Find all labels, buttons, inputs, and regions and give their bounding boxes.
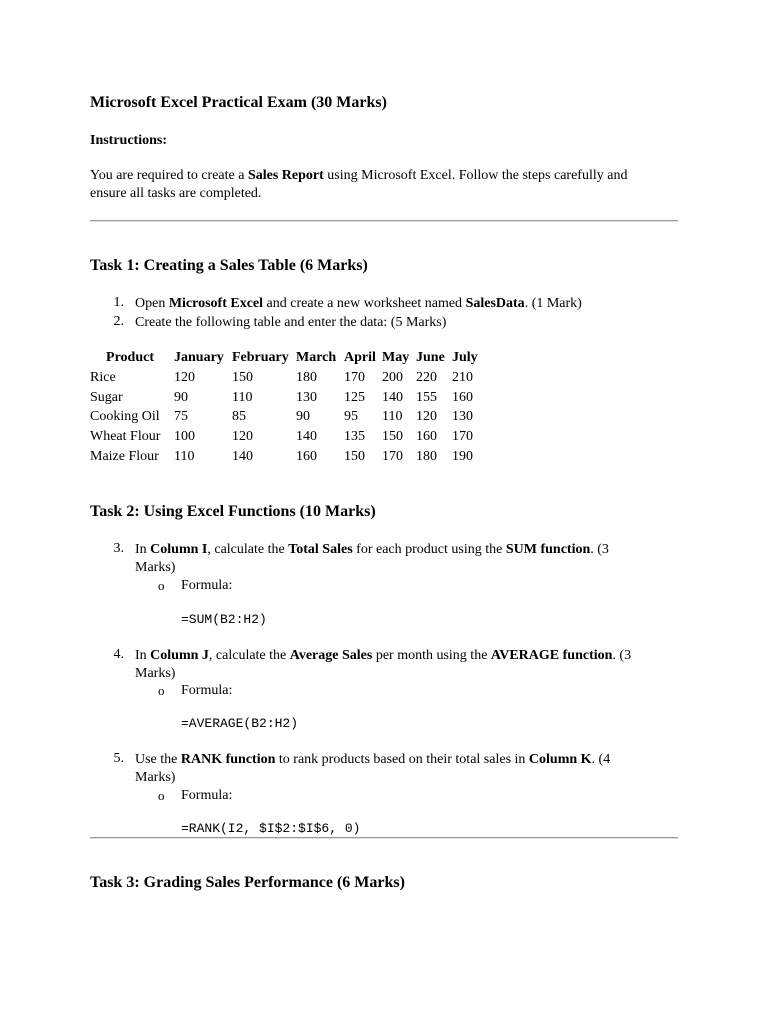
divider	[90, 220, 678, 222]
table-row	[88, 408, 488, 428]
cell: 100	[174, 429, 195, 445]
item-bold: SUM function	[505, 542, 591, 557]
cell: 90	[296, 409, 310, 425]
cell: 170	[382, 449, 403, 465]
task3-heading: Task 3: Grading Sales Performance (6 Marks)	[90, 874, 405, 891]
item-bold: Average Sales	[289, 648, 373, 663]
item-text: Use the	[135, 752, 181, 767]
col-header: April	[344, 350, 376, 365]
col-header: Product	[106, 350, 154, 365]
col-header: May	[382, 350, 410, 365]
cell: 170	[452, 429, 473, 445]
bullet-marker: o	[158, 788, 165, 803]
task2-heading: Task 2: Using Excel Functions (10 Marks)	[90, 503, 376, 520]
item-text: In	[135, 542, 151, 557]
cell: 150	[232, 369, 253, 385]
item-text: , calculate the	[207, 542, 289, 557]
formula-label: Formula:	[181, 578, 233, 593]
cell: 130	[452, 409, 473, 425]
cell: 85	[232, 409, 246, 425]
item-text: for each product using the	[352, 542, 506, 557]
list-number: 3.	[113, 541, 124, 556]
cell: 155	[416, 389, 437, 405]
cell: 170	[344, 369, 365, 385]
formula-label: Formula:	[181, 683, 233, 698]
formula-code: =SUM(B2:H2)	[181, 612, 267, 627]
item-bold: RANK function	[180, 752, 276, 767]
table-header-row	[88, 348, 488, 368]
col-header: March	[296, 350, 337, 365]
cell: 220	[416, 369, 437, 385]
cell: 120	[232, 429, 253, 445]
cell: 135	[344, 429, 365, 445]
task1-heading: Task 1: Creating a Sales Table (6 Marks)	[90, 257, 368, 274]
cell: Rice	[90, 369, 116, 385]
cell: Cooking Oil	[90, 409, 160, 425]
cell: 120	[416, 409, 437, 425]
cell: 160	[296, 449, 317, 465]
list-number: 4.	[113, 647, 124, 662]
list-item	[135, 751, 610, 787]
item-text: . (3	[590, 542, 609, 557]
divider	[90, 837, 678, 839]
item-text: and create a new worksheet named	[263, 296, 466, 311]
table-row	[88, 388, 488, 408]
list-number: 1.	[113, 295, 124, 310]
item-text: Marks)	[135, 666, 176, 681]
item-bold: AVERAGE function	[490, 648, 613, 663]
page-title: Microsoft Excel Practical Exam (30 Marks)	[90, 94, 387, 111]
item-text: to rank products based on their total sales in	[275, 752, 529, 767]
cell: 75	[174, 409, 188, 425]
item-bold: Column I	[150, 542, 208, 557]
formula-label: Formula:	[181, 788, 233, 803]
cell: 150	[344, 449, 365, 465]
item-bold: Column J	[150, 648, 209, 663]
cell: 190	[452, 449, 473, 465]
list-number: 5.	[113, 751, 124, 766]
intro-text: ensure all tasks are completed.	[90, 186, 262, 201]
table-row	[88, 368, 488, 388]
cell: 180	[416, 449, 437, 465]
cell: Sugar	[90, 389, 123, 405]
bullet-marker: o	[158, 578, 165, 593]
item-text: per month using the	[372, 648, 491, 663]
item-text: . (4	[591, 752, 611, 767]
table-row	[88, 447, 488, 467]
cell: 110	[382, 409, 403, 425]
formula-code: =RANK(I2, $I$2:$I$6, 0)	[181, 821, 361, 836]
col-header: January	[174, 350, 224, 365]
cell: Maize Flour	[90, 449, 159, 465]
bullet-marker: o	[158, 683, 165, 698]
cell: 130	[296, 389, 317, 405]
item-bold: Total Sales	[288, 542, 353, 557]
col-header: July	[452, 350, 478, 365]
cell: Wheat Flour	[90, 429, 161, 445]
item-bold: SalesData	[465, 296, 525, 311]
col-header: June	[416, 350, 445, 365]
list-number: 2.	[113, 314, 124, 329]
cell: 150	[382, 429, 403, 445]
cell: 95	[344, 409, 358, 425]
cell: 160	[416, 429, 437, 445]
formula-code: =AVERAGE(B2:H2)	[181, 716, 299, 731]
intro-text: You are required to create a	[90, 168, 248, 183]
intro-paragraph	[90, 167, 627, 203]
intro-text: using Microsoft Excel. Follow the steps carefully and	[323, 168, 628, 183]
cell: 140	[232, 449, 253, 465]
item-bold: Microsoft Excel	[168, 296, 264, 311]
item-text: . (3	[612, 648, 632, 663]
item-text: Open	[135, 296, 169, 311]
sales-table	[88, 348, 488, 467]
cell: 110	[232, 389, 253, 405]
instructions-heading: Instructions:	[90, 133, 168, 148]
list-item	[135, 647, 631, 683]
cell: 140	[382, 389, 403, 405]
col-header: February	[232, 350, 289, 365]
cell: 210	[452, 369, 473, 385]
item-bold: Column K	[528, 752, 592, 767]
cell: 180	[296, 369, 317, 385]
item-text: Marks)	[135, 770, 176, 785]
item-text: In	[135, 648, 151, 663]
cell: 140	[296, 429, 317, 445]
table-row	[88, 427, 488, 447]
list-item	[135, 541, 609, 577]
intro-bold: Sales Report	[247, 168, 324, 183]
cell: 120	[174, 369, 195, 385]
list-item	[135, 295, 582, 313]
cell: 200	[382, 369, 403, 385]
cell: 160	[452, 389, 473, 405]
item-text: , calculate the	[208, 648, 290, 663]
cell: 125	[344, 389, 365, 405]
item-text: . (1 Mark)	[524, 296, 582, 311]
list-item: Create the following table and enter the data: (5 Marks)	[135, 315, 447, 330]
cell: 90	[174, 389, 188, 405]
cell: 110	[174, 449, 195, 465]
item-text: Marks)	[135, 560, 176, 575]
